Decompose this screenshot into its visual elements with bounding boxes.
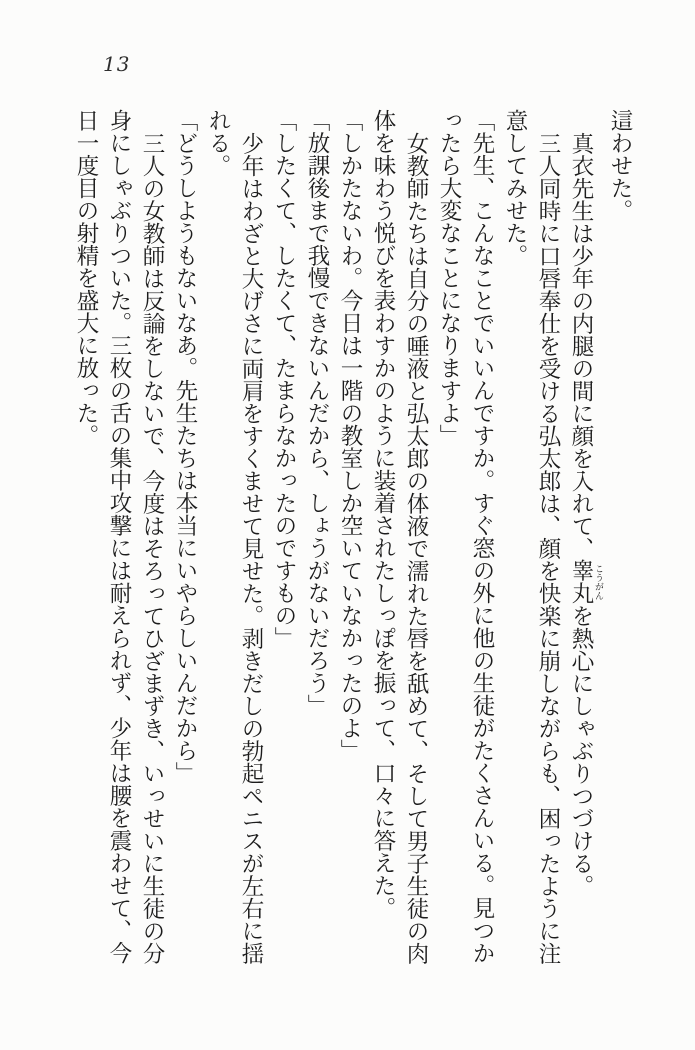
text-run: 真衣先生は少年の内腿の間に顔を入れて、 xyxy=(568,131,594,559)
body-text xyxy=(64,109,636,969)
text-run: 三人同時に口唇奉仕を受ける弘太郎は、顔を快楽に崩しながらも、困ったように注意してみせた。 xyxy=(502,109,561,964)
text-run: 「しかたないわ。今日は一階の教室しか空いていなかったのよ」 xyxy=(337,109,363,762)
ruby-base: 睾丸 こうがん xyxy=(568,559,603,604)
text-run: 「先生、こんなことでいいんですか。すぐ窓の外に他の生徒がたくさんいる。見つかったら大変なことになりますよ」 xyxy=(436,109,495,964)
page-number: 13 xyxy=(103,52,131,76)
paragraph xyxy=(300,109,333,969)
text-run: を熱心にしゃぶりつづける。 xyxy=(568,604,594,897)
paragraph xyxy=(603,109,636,969)
paragraph xyxy=(498,109,564,969)
text-run: 女教師たちは自分の唾液と弘太郎の体液で濡れた唇を舐めて、そして男子生徒の肉体を味わう悦びを表わすかのように装着されたしっぽを振って、口々に答えた。 xyxy=(370,109,429,964)
paragraph xyxy=(201,109,267,969)
paragraph xyxy=(564,109,603,969)
paragraph xyxy=(366,109,432,969)
paragraph xyxy=(69,109,168,969)
text-run: 「どうしようもないなあ。先生たちは本当にいやらしいんだから」 xyxy=(172,109,198,784)
paragraph xyxy=(267,109,300,969)
text-run: 「したくて、したくて、たまらなかったのですもの」 xyxy=(271,109,297,649)
text-run: 三人の女教師は反論をしないで、今度はそろってひざまずき、いっせいに生徒の分身にしゃぶりついた。三枚の舌の集中攻撃には耐えられず、少年は腰を震わせて、今日一度目の射精を盛大に放った。 xyxy=(73,109,165,964)
text-run: 「放課後まで我慢できないんだから、しょうがないだろう」 xyxy=(304,109,330,717)
text-run: 這わせた。 xyxy=(607,109,633,222)
paragraph xyxy=(168,109,201,969)
paragraph xyxy=(333,109,366,969)
paragraph xyxy=(432,109,498,969)
text-run: 少年はわざと大げさに両肩をすくませて見せた。剥きだしの勃起ペニスが左右に揺れる。 xyxy=(205,109,264,964)
furigana: こうがん xyxy=(593,559,603,604)
